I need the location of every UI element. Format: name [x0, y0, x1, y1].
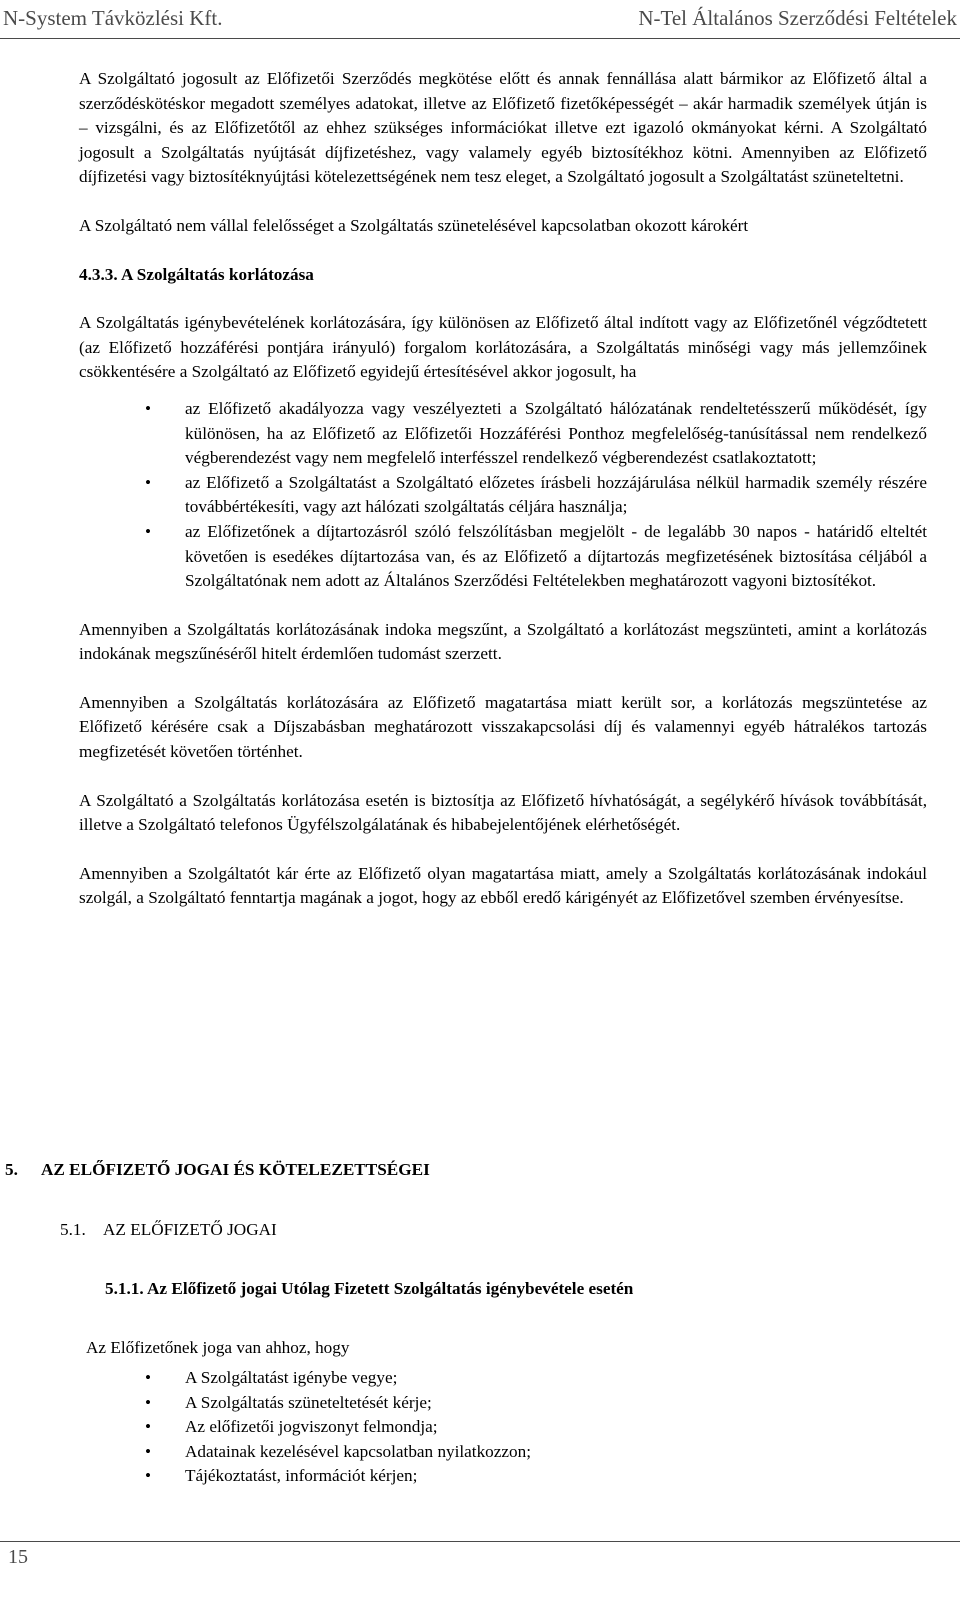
list-item-text: Az előfizetői jogviszonyt felmondja; — [185, 1417, 438, 1437]
page-header — [0, 0, 960, 40]
bullet-icon: • — [145, 1466, 152, 1486]
list-item-text: az Előfizetőnek a díjtartozásról szóló felszólításban megjelölt - de legalább 30 napos - határidő elteltét követően is esedékes díjtartozása van, és az Előfizető a díjtartozás megfizetésének biztosítása céljából a Szolgáltatónak nem adott az Általános Szerződési Feltételekben meghatározott vagyoni biztosítékot. — [185, 521, 927, 591]
list-item-text: az Előfizető akadályozza vagy veszélyezteti a Szolgáltató hálózatának rendeltetésszerű működését, így különösen, ha az Előfizető az Előfizetői Hozzáférési Ponthoz megfelelőség-tanúsítással nem rendelkező végberendezést vagy nem megfelelő interfésszel rendelkező végberendezést csatlakoztatott; — [185, 398, 927, 468]
main-content — [79, 67, 927, 911]
bullet-icon: • — [145, 1417, 152, 1437]
list-item — [79, 1415, 531, 1440]
paragraph-liability: A Szolgáltató nem vállal felelősséget a Szolgáltatás szünetelésével kapcsolatban okozott károkért — [79, 215, 749, 235]
section-511-heading: 5.1.1. Az Előfizető jogai Utólag Fizetett Szolgáltatás igénybevétele esetén — [105, 1279, 634, 1298]
list-item-text: Tájékoztatást, információt kérjen; — [185, 1466, 418, 1486]
paragraph-emergency-calls: A Szolgáltató a Szolgáltatás korlátozása esetén is biztosítja az Előfizető hívhatóságát, a segélykérő hívások továbbítását, illetve a Szolgáltató telefonos Ügyfélszolgálatának és hibabejelentőjének elérhetőségét. — [79, 790, 927, 835]
list-item — [79, 471, 927, 520]
restriction-conditions-list — [79, 397, 927, 594]
section-51-heading — [60, 1218, 277, 1243]
bullet-icon: • — [145, 1368, 152, 1387]
bullet-icon: • — [145, 1441, 152, 1461]
section-51-title: AZ ELŐFIZETŐ JOGAI — [103, 1220, 277, 1239]
section-5-number: 5. — [5, 1160, 18, 1179]
section-433-intro: A Szolgáltatás igénybevételének korlátozására, így különösen az Előfizető által indított vagy az Előfizetőnél végződtetett (az Előfizető hozzáférési pontjára irányuló) forgalom korlátozására, a Szolgáltatás minőségi vagy más jellemzőinek csökkentésére a Szolgáltató az Előfizető egyidejű értesítésével akkor jogosult, ha — [79, 313, 927, 382]
list-item-text: az Előfizető a Szolgáltatást a Szolgáltató előzetes írásbeli hozzájárulása nélkül harmadik személy részére továbbértékesíti, vagy azt hálózati szolgáltatás céljára használja; — [185, 472, 927, 517]
bullet-icon: • — [145, 398, 152, 418]
header-rule — [0, 38, 960, 39]
subscriber-rights-list — [79, 1366, 531, 1489]
section-51-number: 5.1. — [60, 1220, 86, 1239]
paragraph-reconnection-fee: Amennyiben a Szolgáltatás korlátozására az Előfizető magatartása miatt került sor, a korlátozás megszüntetése az Előfizető kérésére csak a Díjszabásban meghatározott visszakapcsolási díj és valamennyi egyéb hátralékos tartozás megfizetését követően történhet. — [79, 692, 927, 762]
list-item — [79, 1464, 531, 1489]
header-company: N-System Távközlési Kft. — [3, 6, 223, 30]
rights-intro: Az Előfizetőnek joga van ahhoz, hogy — [86, 1338, 350, 1357]
bullet-icon: • — [145, 472, 152, 492]
list-item-text: A Szolgáltatást igénybe vegye; — [185, 1368, 398, 1387]
bullet-icon: • — [145, 1392, 152, 1412]
bullet-icon: • — [145, 521, 152, 541]
paragraph-restriction-lifted: Amennyiben a Szolgáltatás korlátozásának indoka megszűnt, a Szolgáltató a korlátozást megszünteti, amint a korlátozás indokának megszűnéséről hitelt érdemlően tudomást szerzett. — [79, 619, 927, 664]
paragraph-verification: A Szolgáltató jogosult az Előfizetői Szerződés megkötése előtt és annak fennállása alatt bármikor az Előfizető által a szerződéskötéskor megadott személyes adatokat, illetve az Előfizető fizetőképességét – akár harmadik személyek útján is – vizsgálni, és az Előfizetőtől az ehhez szükséges információkat illetve ezt igazoló okmányokat kérni. A Szolgáltató jogosult a Szolgáltatás nyújtását díjfizetéshez, vagy valamely egyéb biztosítékhoz kötni. Amennyiben az Előfizető díjfizetési vagy biztosítéknyújtási kötelezettségének nem tesz eleget, a Szolgáltató jogosult a Szolgáltatást szüneteltetni. — [79, 69, 927, 187]
section-5-heading — [5, 1158, 430, 1183]
page-number: 15 — [8, 1546, 28, 1568]
list-item — [79, 1391, 531, 1416]
list-item — [79, 1440, 531, 1465]
list-item-text: Adatainak kezelésével kapcsolatban nyilatkozzon; — [185, 1441, 531, 1461]
footer-rule — [0, 1541, 960, 1542]
list-item — [79, 397, 927, 471]
header-document-title: N-Tel Általános Szerződési Feltételek — [638, 6, 957, 30]
list-item — [79, 520, 927, 594]
section-433-heading: 4.3.3. A Szolgáltatás korlátozása — [79, 264, 314, 284]
paragraph-damages: Amennyiben a Szolgáltatót kár érte az Előfizető olyan magatartása miatt, amely a Szolgáltatás korlátozásának indokául szolgál, a Szolgáltató fenntartja magának a jogot, hogy az ebből eredő kárigényét az Előfizetővel szemben érvényesítse. — [79, 863, 927, 908]
list-item — [79, 1366, 531, 1391]
section-5-title: AZ ELŐFIZETŐ JOGAI ÉS KÖTELEZETTSÉGEI — [41, 1160, 430, 1179]
list-item-text: A Szolgáltatás szüneteltetését kérje; — [185, 1392, 432, 1412]
